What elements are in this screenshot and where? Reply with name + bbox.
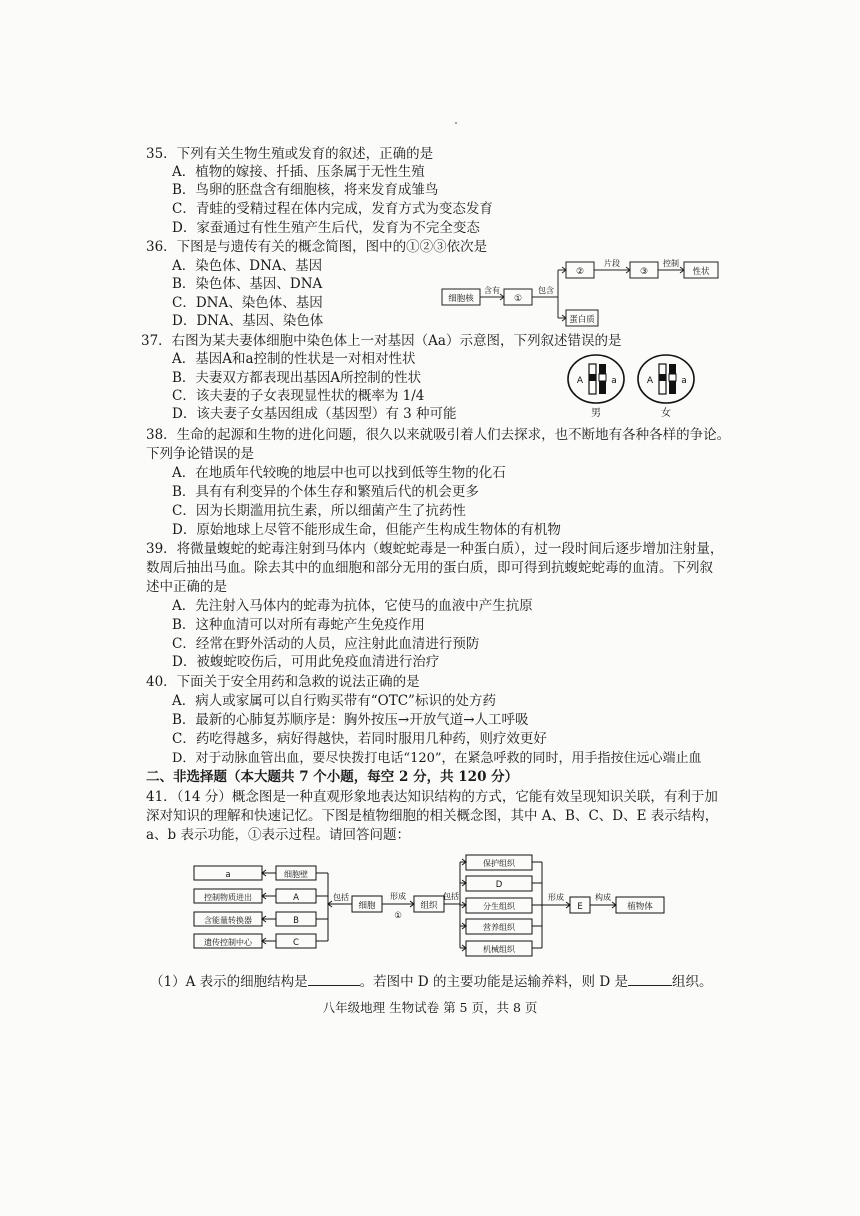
concept-mechanical-tissue: 机械组织 — [483, 945, 515, 954]
female-cell — [638, 355, 694, 419]
section-2-heading: 二、非选择题（本大题共 7 个小题，每空 2 分，共 120 分） — [146, 769, 519, 785]
q37-option-b: B．夫妻双方都表现出基因A所控制的性状 — [172, 370, 422, 386]
concept-B: B — [293, 916, 299, 926]
q41-stem-line-1: 41．（14 分）概念图是一种直观形象地表达知识结构的方式，它能有效呈现知识关联，有利于加 — [146, 789, 718, 805]
q40-option-d: D．对于动脉血管出血，要尽快拨打电话“120”，在紧急呼救的同时，用手指按住远心端止血 — [172, 751, 702, 766]
diagram-circle-3: ③ — [639, 267, 649, 277]
q41-sub1-text-2: 。若图中 D 的主要功能是运输养料，则 D 是 — [359, 974, 628, 990]
q39-option-b: B．这种血清可以对所有毒蛇产生免疫作用 — [172, 617, 425, 633]
q36-stem: 36．下图是与遗传有关的概念简图，图中的①②③依次是 — [146, 239, 488, 255]
q36-option-b: B．染色体、基因、DNA — [172, 276, 323, 292]
diagram-protein: 蛋白质 — [569, 315, 595, 325]
male-cell — [568, 355, 624, 419]
female-allele-a: a — [681, 376, 687, 386]
q40-stem: 40．下面关于安全用药和急救的说法正确的是 — [146, 674, 420, 690]
q37-stem: 37．右图为某夫妻体细胞中染色体上一对基因（Aa）示意图，下列叙述错误的是 — [141, 333, 622, 349]
q36-option-c: C．DNA、染色体、基因 — [172, 295, 323, 311]
q38-option-b: B．具有有利变异的个体生存和繁殖后代的机会更多 — [172, 484, 479, 500]
concept-form-label-2: 形成 — [548, 893, 564, 902]
q37-option-a: A．基因A和a控制的性状是一对相对性状 — [172, 351, 416, 367]
concept-cell-wall: 细胞壁 — [284, 870, 308, 879]
q36-option-d: D．DNA、基因、染色体 — [172, 313, 324, 329]
concept-protective-tissue: 保护组织 — [483, 859, 515, 868]
concept-cell: 细胞 — [358, 901, 376, 911]
q41-stem-line-3: a、b 表示功能，①表示过程。请回答问题： — [146, 827, 410, 843]
q37-option-c: C．该夫妻的子女表现显性状的概率为 1/4 — [172, 388, 425, 404]
concept-func-genetic: 遗传控制中心 — [204, 938, 252, 947]
male-allele-a: a — [611, 376, 617, 386]
diagram-circle-2: ② — [575, 267, 585, 277]
scan-speck — [455, 122, 457, 124]
diagram-include-label: 包含 — [538, 286, 554, 295]
concept-C: C — [293, 938, 299, 948]
diagram-segment-label: 片段 — [604, 259, 620, 268]
q37-chromosome-figure — [566, 352, 702, 422]
female-label: 女 — [661, 408, 671, 419]
q39-option-a: A．先注射入马体内的蛇毒为抗体，它使马的血液中产生抗原 — [172, 598, 533, 614]
q38-stem-line-2: 下列争论错误的是 — [146, 446, 254, 462]
concept-func-energy: 含能量转换器 — [204, 916, 252, 925]
concept-plant-body: 植物体 — [627, 902, 653, 912]
q41-stem-line-2: 深对知识的理解和快速记忆。下图是植物细胞的相关概念图，其中 A、B、C、D、E 表示结构， — [146, 808, 719, 824]
concept-process-1: ① — [394, 911, 402, 921]
q41-sub-question-1 — [150, 972, 712, 991]
answer-blank-2[interactable] — [628, 972, 672, 986]
q41-concept-map — [192, 852, 692, 962]
q35-option-d: D．家蚕通过有性生殖产生后代，发育为不完全变态 — [172, 220, 480, 236]
diagram-trait: 性状 — [692, 267, 710, 277]
q39-stem-line-3: 述中正确的是 — [146, 579, 227, 595]
concept-include-label-2: 包括 — [443, 892, 459, 901]
q37-option-d: D．该夫妻子女基因组成（基因型）有 3 种可能 — [172, 406, 457, 422]
male-label: 男 — [591, 408, 601, 419]
male-allele-A: A — [576, 376, 584, 386]
q40-option-a: A．病人或家属可以自行购买带有“OTC”标识的处方药 — [172, 693, 496, 709]
concept-func-control: 控制物质进出 — [204, 893, 252, 902]
concept-nutrient-tissue: 营养组织 — [483, 923, 515, 932]
concept-tissue: 组织 — [420, 901, 438, 911]
diagram-nucleus: 细胞核 — [448, 294, 474, 304]
page-footer: 八年级地理 生物试卷 第 5 页，共 8 页 — [322, 1000, 538, 1015]
concept-A: A — [293, 893, 299, 903]
q38-option-d: D．原始地球上尽管不能形成生命，但能产生构成生物体的有机物 — [172, 522, 561, 538]
concept-include-label-1: 包括 — [333, 893, 349, 902]
q38-option-a: A．在地质年代较晚的地层中也可以找到低等生物的化石 — [172, 465, 506, 481]
q35-option-b: B．鸟卵的胚盘含有细胞核，将来发育成雏鸟 — [172, 182, 439, 198]
concept-form-label-3: 构成 — [595, 893, 611, 902]
diagram-control-label: 控制 — [663, 259, 679, 268]
q40-option-b: B．最新的心肺复苏顺序是：胸外按压→开放气道→人工呼吸 — [172, 712, 529, 728]
concept-meristem: 分生组织 — [483, 902, 515, 911]
answer-blank-1[interactable] — [308, 972, 360, 986]
q36-option-a: A．染色体、DNA、基因 — [172, 258, 323, 274]
q41-sub1-text-1: （1）A 表示的细胞结构是 — [150, 974, 308, 990]
q38-stem-line-1: 38．生命的起源和生物的进化问题，很久以来就吸引着人们去探求，也不断地有各种各样的争论。 — [146, 427, 731, 443]
concept-E: E — [577, 902, 583, 912]
q41-sub1-text-3: 组织。 — [671, 974, 713, 990]
diagram-contains-label: 含有 — [484, 286, 500, 295]
q40-option-c: C．药吃得越多，病好得越快，若同时服用几种药，则疗效更好 — [172, 731, 547, 747]
q39-stem-line-2: 数周后抽出马血。除去其中的血细胞和部分无用的蛋白质，即可得到抗蝮蛇蛇毒的血清。下列叙 — [146, 560, 713, 576]
concept-D: D — [495, 880, 503, 890]
q36-concept-diagram — [440, 260, 730, 332]
q39-option-c: C．经常在野外活动的人员，应注射此血清进行预防 — [172, 636, 480, 652]
diagram-circle-1: ① — [513, 294, 523, 304]
q39-option-d: D．被蝮蛇咬伤后，可用此免疫血清进行治疗 — [172, 654, 440, 670]
q35-option-a: A．植物的嫁接、扦插、压条属于无性生殖 — [172, 164, 425, 180]
concept-box-a: a — [225, 870, 231, 880]
q39-stem-line-1: 39．将微量蝮蛇的蛇毒注射到马体内（蝮蛇蛇毒是一种蛋白质），过一段时间后逐步增加注射量， — [146, 541, 724, 557]
q38-option-c: C．因为长期滥用抗生素，所以细菌产生了抗药性 — [172, 503, 466, 519]
q35-option-c: C．青蛙的受精过程在体内完成，发育方式为变态发育 — [172, 201, 493, 217]
q35-stem: 35．下列有关生物生殖或发育的叙述，正确的是 — [146, 146, 434, 162]
female-allele-A: A — [646, 376, 654, 386]
concept-form-label-1: 形成 — [390, 892, 406, 901]
